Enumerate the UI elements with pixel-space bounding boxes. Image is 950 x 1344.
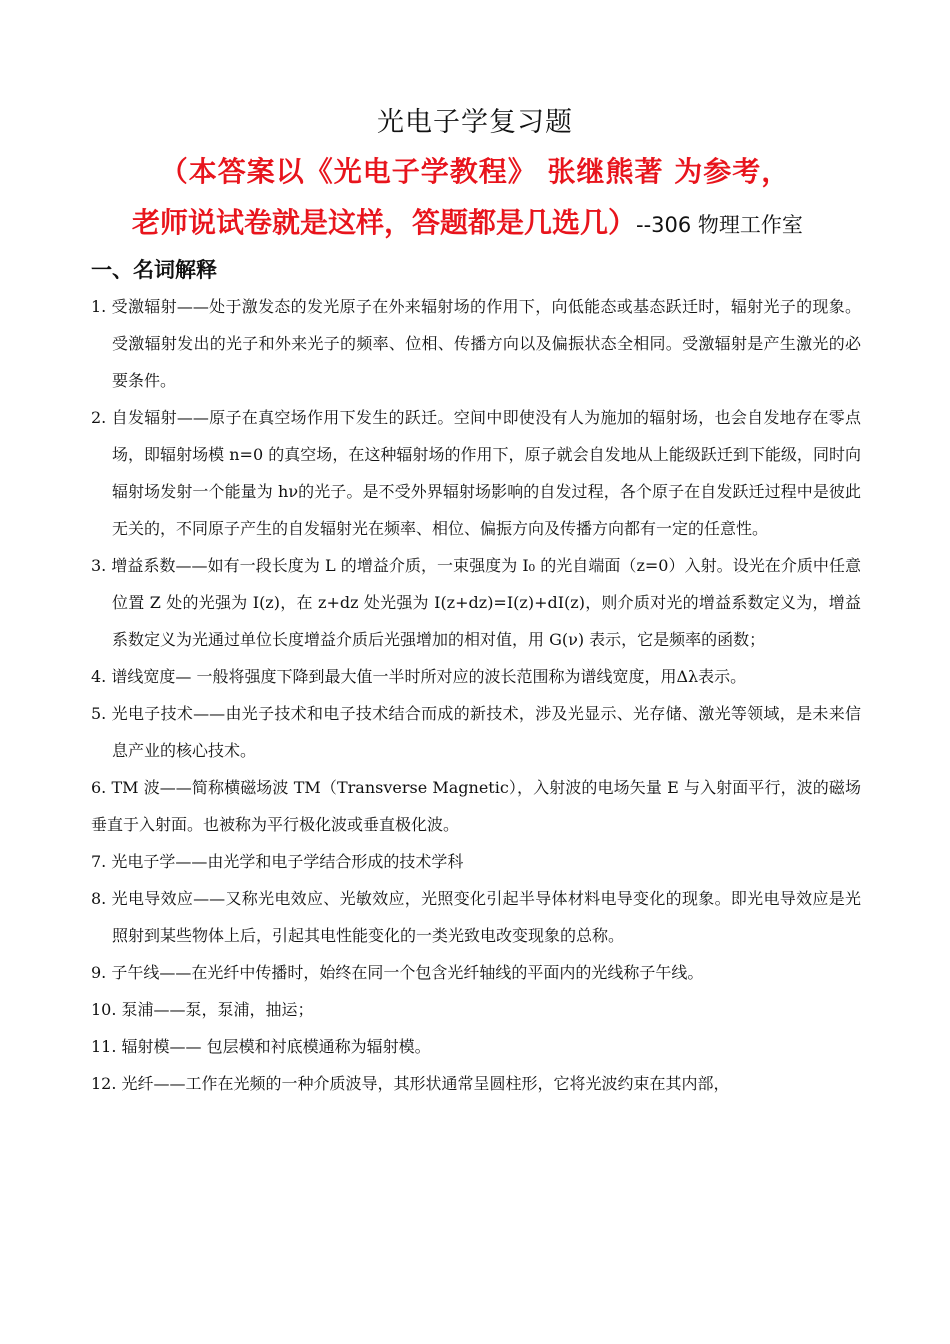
page-title: 光电子学复习题 (377, 107, 573, 138)
definition-item-11 (91, 1028, 861, 1065)
section-heading: 一、名词解释 (91, 258, 217, 282)
item-text: 光电子学——由光学和电子学结合形成的技术学科 (106, 852, 464, 871)
item-number: 2. (91, 408, 107, 427)
subtitle-note-red: 老师说试卷就是这样，答题都是几选几） (132, 206, 637, 239)
subtitle-note-line (132, 201, 932, 241)
studio-credit: --306 物理工作室 (636, 213, 803, 237)
item-text: 辐射模—— 包层模和衬底模通称为辐射模。 (116, 1037, 431, 1056)
definition-item-3 (91, 547, 861, 658)
item-text: 光纤——工作在光频的一种介质波导，其形状通常呈圆柱形，它将光波约束在其内部， (116, 1074, 730, 1093)
definition-item-2 (91, 399, 861, 547)
item-number: 6. (91, 778, 107, 797)
item-number: 9. (91, 963, 107, 982)
item-number: 7. (91, 852, 107, 871)
item-text: 光电导效应——又称光电效应、光敏效应，光照变化引起半导体材料电导变化的现象。即光电导效应是光照射到某些物体上后，引起其电性能变化的一类光致电改变现象的总称。 (106, 889, 861, 945)
item-number: 4. (91, 667, 107, 686)
item-number: 10. (91, 1000, 117, 1019)
definition-item-4 (91, 658, 861, 695)
item-text: 泵浦——泵，泵浦，抽运； (116, 1000, 314, 1019)
item-number: 5. (91, 704, 107, 723)
item-number: 1. (91, 297, 107, 316)
item-number: 8. (91, 889, 107, 908)
definition-item-5 (91, 695, 861, 769)
item-number: 3. (91, 556, 107, 575)
definition-item-6 (91, 769, 861, 843)
item-text: 谱线宽度— 一般将强度下降到最大值一半时所对应的波长范围称为谱线宽度，用Δλ表示。 (106, 667, 747, 686)
definition-item-10 (91, 991, 861, 1028)
item-text: 受激辐射——处于激发态的发光原子在外来辐射场的作用下，向低能态或基态跃迁时，辐射光子的现象。受激辐射发出的光子和外来光子的频率、位相、传播方向以及偏振状态全相同。受激辐射是产生激光的必要条件。 (106, 297, 861, 390)
definition-item-12 (91, 1065, 861, 1102)
item-text: 子午线——在光纤中传播时，始终在同一个包含光纤轴线的平面内的光线称子午线。 (106, 963, 704, 982)
definition-item-8 (91, 880, 861, 954)
item-text: 自发辐射——原子在真空场作用下发生的跃迁。空间中即使没有人为施加的辐射场，也会自发地存在零点场，即辐射场模 n=0 的真空场，在这种辐射场的作用下，原子就会自发地从上能级跃迁到下能级，同时向辐射场发射一个能量为 hν的光子。是不受外界辐射场影响的自发过程，各个原子在自发跃迁过程中是彼此无关的，不同原子产生的自发辐射光在频率、相位、偏振方向及传播方向都有一定的任意性。 (106, 408, 861, 538)
item-text: TM 波——简称横磁场波 TM（Transverse Magnetic），入射波的电场矢量 E 与入射面平行，波的磁场垂直于入射面。也被称为平行极化波或垂直极化波。 (91, 778, 861, 834)
definition-item-1 (91, 288, 861, 399)
definition-item-9 (91, 954, 861, 991)
subtitle-reference-line: （本答案以《光电子学教程》 张继熊著 为参考， (159, 155, 791, 188)
definition-item-7 (91, 843, 861, 880)
definition-list (91, 288, 861, 1102)
item-text: 增益系数——如有一段长度为 L 的增益介质，一束强度为 I₀ 的光自端面（z=0）入射。设光在介质中任意位置 Z 处的光强为 I(z)，在 z+dz 处光强为 I(z+dz)=I(z)+dI(z)，则介质对光的增益系数定义为，增益系数定义为光通过单位长度增益介质后光强增加的相对值，用 G(ν) 表示，它是频率的函数； (106, 556, 861, 649)
item-number: 11. (91, 1037, 117, 1056)
item-text: 光电子技术——由光子技术和电子技术结合而成的新技术，涉及光显示、光存储、激光等领域，是未来信息产业的核心技术。 (106, 704, 861, 760)
item-number: 12. (91, 1074, 117, 1093)
